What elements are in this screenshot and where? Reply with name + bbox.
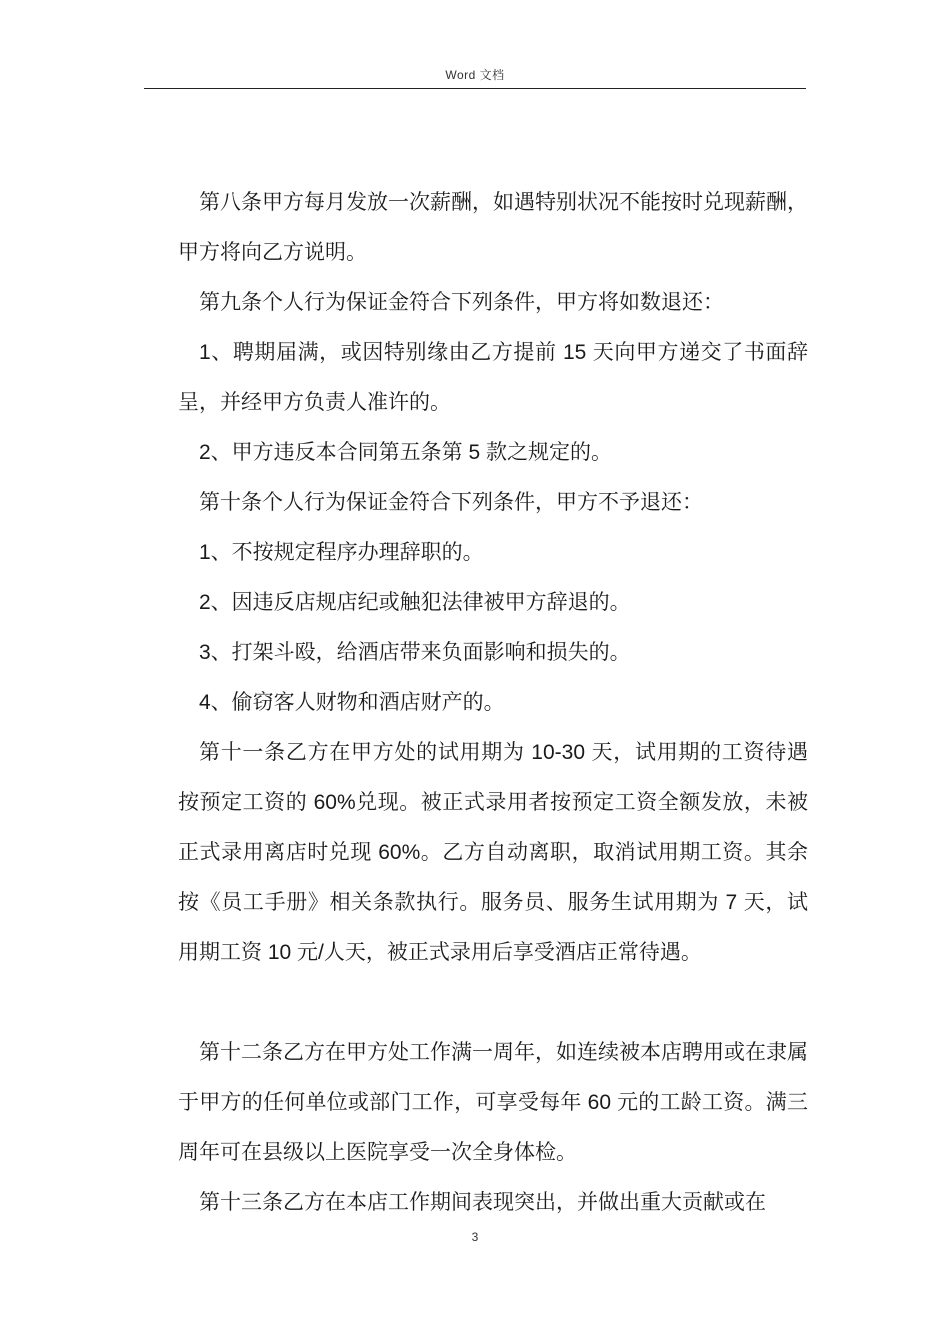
paragraph-article-13: 第十三条乙方在本店工作期间表现突出，并做出重大贡献或在: [199, 1191, 766, 1214]
document-body: [178, 178, 808, 1228]
paragraph-article-10: 第十条个人行为保证金符合下列条件，甲方不予退还：: [199, 491, 703, 514]
paragraph-article-9-item-2: 2、甲方违反本合同第五条第 5 款之规定的。: [199, 441, 613, 464]
paragraph-article-9-item-1: 1、聘期届满，或因特别缘由乙方提前 15 天向甲方递交了书面辞呈，并经甲方负责人准许的。: [178, 341, 808, 414]
paragraph-article-8: 第八条甲方每月发放一次薪酬，如遇特别状况不能按时兑现薪酬，甲方将向乙方说明。: [178, 191, 808, 264]
paragraph-article-12: 第十二条乙方在甲方处工作满一周年，如连续被本店聘用或在隶属于甲方的任何单位或部门工作，可享受每年 60 元的工龄工资。满三周年可在县级以上医院享受一次全身体检。: [178, 1041, 808, 1164]
paragraph-article-10-item-2: 2、因违反店规店纪或触犯法律被甲方辞退的。: [199, 591, 631, 614]
page-header-title: Word 文档: [445, 68, 505, 82]
paragraph-article-10-item-1: 1、不按规定程序办理辞职的。: [199, 541, 484, 564]
header-divider: [144, 88, 806, 89]
paragraph-article-9: 第九条个人行为保证金符合下列条件，甲方将如数退还：: [199, 291, 724, 314]
paragraph-article-11: 第十一条乙方在甲方处的试用期为 10-30 天，试用期的工资待遇按预定工资的 60%兑现。被正式录用者按预定工资全额发放，未被正式录用离店时兑现 60%。乙方自动离职，取消试用期工资。其余按《员工手册》相关条款执行。服务员、服务生试用期为 7 天，试用期工资 10 元/人天，被正式录用后享受酒店正常待遇。: [178, 741, 808, 964]
page-number: 3: [471, 1230, 479, 1244]
paragraph-article-10-item-3: 3、打架斗殴，给酒店带来负面影响和损失的。: [199, 641, 631, 664]
paragraph-article-10-item-4: 4、偷窃客人财物和酒店财产的。: [199, 691, 505, 714]
